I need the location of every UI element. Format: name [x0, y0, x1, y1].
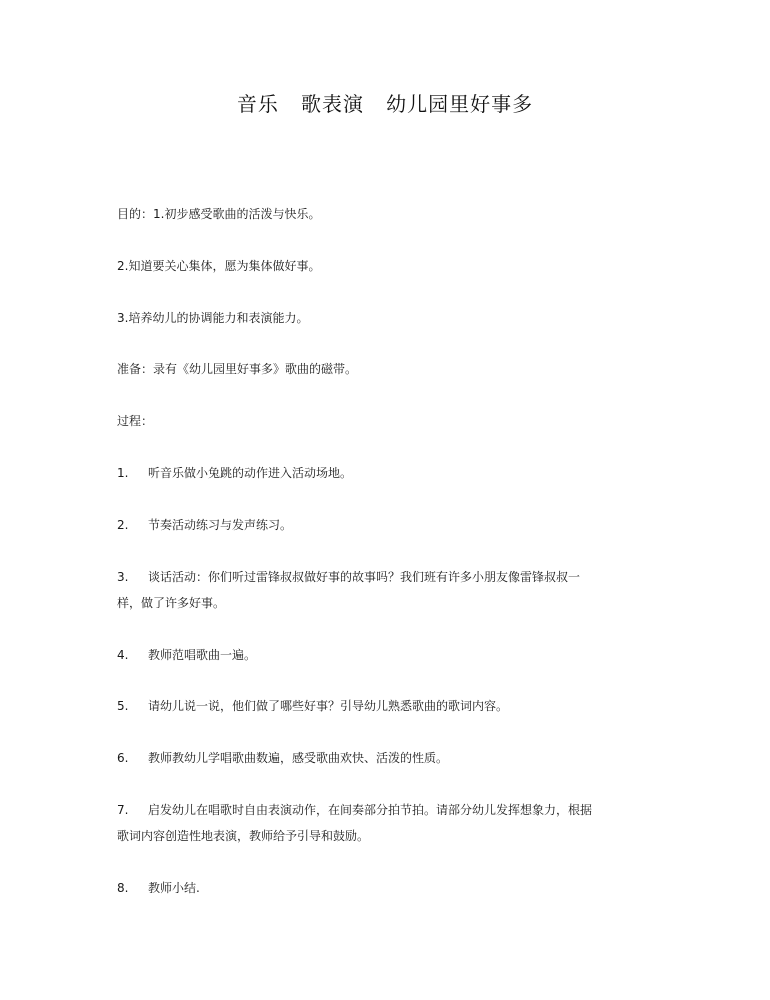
- goal-3-text: 培养幼儿的协调能力和表演能力。: [128, 311, 309, 325]
- step-number: 2.: [117, 518, 129, 532]
- step-item: [117, 460, 662, 486]
- goal-2-text: 知道要关心集体，愿为集体做好事。: [128, 259, 321, 273]
- step-item: [117, 512, 662, 538]
- page-title: 音乐 歌表演 幼儿园里好事多: [236, 92, 534, 116]
- step-text: 听音乐做小兔跳的动作进入活动场地。: [148, 466, 353, 480]
- step-text: 教师小结.: [148, 881, 200, 895]
- goal-line-3: [117, 305, 662, 331]
- goal-label: 目的：: [117, 207, 154, 221]
- step-number: 6.: [117, 751, 129, 765]
- process-label: 过程：: [117, 414, 154, 428]
- step-item: [117, 693, 662, 719]
- goal-1-number: 1.: [153, 207, 165, 221]
- step-item: [117, 797, 662, 823]
- step-number: 5.: [117, 699, 129, 713]
- step-item: [117, 564, 662, 590]
- step-text: 谈话活动：你们听过雷锋叔叔做好事的故事吗？我们班有许多小朋友像雷锋叔叔一: [148, 570, 581, 584]
- step-text: 请幼儿说一说，他们做了哪些好事？引导幼儿熟悉歌曲的歌词内容。: [148, 699, 509, 713]
- step-item: [117, 875, 662, 901]
- step-text: 教师教幼儿学唱歌曲数遍，感受歌曲欢快、活泼的性质。: [148, 751, 449, 765]
- goal-1-text: 初步感受歌曲的活泼与快乐。: [164, 207, 321, 221]
- goal-line-2: [117, 253, 662, 279]
- step-text: 教师范唱歌曲一遍。: [148, 648, 257, 662]
- step-number: 3.: [117, 570, 129, 584]
- step-item: [117, 745, 662, 771]
- step-text: 节奏活动练习与发声练习。: [148, 518, 293, 532]
- step-continuation: 歌词内容创造性地表演，教师给予引导和鼓励。: [117, 829, 370, 843]
- step-number: 1.: [117, 466, 129, 480]
- goal-3-number: 3.: [117, 311, 129, 325]
- goal-2-number: 2.: [117, 259, 129, 273]
- step-text: 启发幼儿在唱歌时自由表演动作，在间奏部分拍节拍。请部分幼儿发挥想象力，根据: [148, 803, 593, 817]
- step-number: 8.: [117, 881, 129, 895]
- step-item: [117, 642, 662, 668]
- goal-line-1: [117, 201, 662, 227]
- step-continuation: 样，做了许多好事。: [117, 596, 226, 610]
- step-number: 7.: [117, 803, 129, 817]
- step-number: 4.: [117, 648, 129, 662]
- preparation-line: 准备：录有《幼儿园里好事多》歌曲的磁带。: [117, 362, 358, 376]
